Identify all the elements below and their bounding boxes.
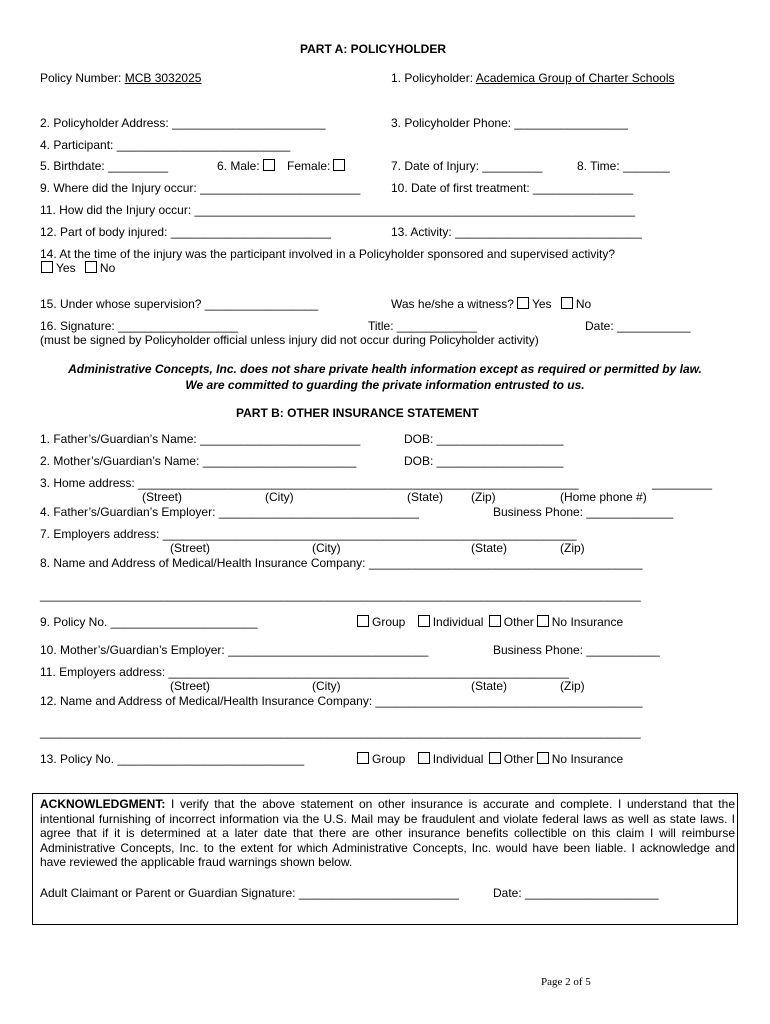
zip-caption: (Zip) xyxy=(471,490,496,504)
individual-checkbox-2[interactable] xyxy=(418,752,430,764)
part-b-title: PART B: OTHER INSURANCE STATEMENT xyxy=(236,406,479,420)
no-insurance-checkbox-2[interactable] xyxy=(537,752,549,764)
city-caption-3: (City) xyxy=(312,679,341,693)
city-caption: (City) xyxy=(265,490,294,504)
state-caption-3: (State) xyxy=(471,679,508,693)
policyholder-address-field[interactable]: 2. Policyholder Address: _______________________ xyxy=(40,116,326,130)
home-address-field[interactable]: 3. Home address: __________________________________________________________________ xyxy=(40,476,579,490)
date-field[interactable]: Date: ___________ xyxy=(585,319,691,333)
part-a-title: PART A: POLICYHOLDER xyxy=(300,42,446,56)
yes-checkbox[interactable] xyxy=(41,261,53,273)
employer-address-field-2[interactable]: 11. Employers address: ____________________________________________________________ xyxy=(40,665,569,679)
yes-label: Yes xyxy=(56,261,76,275)
group-label-1: Group xyxy=(372,615,406,629)
medical-insurance-field-1[interactable]: 8. Name and Address of Medical/Health Insurance Company: _________________________________________ xyxy=(40,556,643,570)
no-checkbox[interactable] xyxy=(85,261,97,273)
street-caption: (Street) xyxy=(142,490,183,504)
other-label-2: Other xyxy=(503,752,534,766)
supervision-field[interactable]: 15. Under whose supervision? _________________ xyxy=(40,297,319,311)
participant-field[interactable]: 4. Participant: __________________________ xyxy=(40,138,291,152)
policy-number-label: Policy Number: xyxy=(40,71,122,85)
witness-yes-label: Yes xyxy=(531,297,552,311)
policy-number xyxy=(40,71,201,85)
group-checkbox-1[interactable] xyxy=(357,615,369,627)
insurance-type-options-1 xyxy=(354,615,623,629)
mother-dob-field[interactable]: DOB: ___________________ xyxy=(404,454,564,468)
time-field[interactable]: 8. Time: _______ xyxy=(577,159,670,173)
privacy-notice-line2: We are committed to guarding the private information entrusted to us. xyxy=(185,378,585,392)
policyholder-label: 1. Policyholder: xyxy=(391,71,474,85)
acknowledgment-body: I verify that the above statement on other insurance is accurate and complete. I understand that the intentional furnishing of incorrect information via the U.S. Mail may be fraudulent and violate federal laws as well as state laws. I agree that if it is determined at a later date that there are other insurance benefits collectible on this claim I will reimburse Administrative Concepts, Inc. to the extent for which Administrative Concepts, Inc. would have been liable. I acknowledge and have reviewed the applicable fraud warnings shown below. xyxy=(40,797,735,869)
claimant-signature-field[interactable]: Adult Claimant or Parent or Guardian Signature: ________________________ xyxy=(40,886,459,900)
mother-employer-field[interactable]: 10. Mother’s/Guardian’s Employer: ______________________________ xyxy=(40,643,429,657)
male-checkbox[interactable] xyxy=(263,159,275,171)
employer-address-field-1[interactable]: 7. Employers address: ______________________________________________________________ xyxy=(40,527,577,541)
date-of-injury-field[interactable]: 7. Date of Injury: _________ xyxy=(391,159,543,173)
state-caption-2: (State) xyxy=(471,541,508,555)
policyholder-phone-field[interactable]: 3. Policyholder Phone: _________________ xyxy=(391,116,628,130)
acknowledgment-heading: ACKNOWLEDGMENT: xyxy=(40,797,166,811)
gender-field xyxy=(217,159,348,173)
group-label-2: Group xyxy=(372,752,406,766)
father-name-field[interactable]: 1. Father’s/Guardian’s Name: ________________________ xyxy=(40,432,361,446)
female-label: Female: xyxy=(287,159,331,173)
state-caption: (State) xyxy=(407,490,444,504)
male-label: 6. Male: xyxy=(217,159,260,173)
city-caption-2: (City) xyxy=(312,541,341,555)
other-checkbox-2[interactable] xyxy=(489,752,501,764)
signature-note: (must be signed by Policyholder official unless injury did not occur during Policyholder activity) xyxy=(40,333,539,347)
no-label: No xyxy=(99,261,116,275)
policy-number-value[interactable]: MCB 3032025 xyxy=(124,71,202,85)
sponsored-activity-question: 14. At the time of the injury was the participant involved in a Policyholder sponsored and supervised activity? xyxy=(40,247,615,261)
policy-no-field-13[interactable]: 13. Policy No. ____________________________ xyxy=(40,752,305,766)
other-checkbox-1[interactable] xyxy=(489,615,501,627)
father-dob-field[interactable]: DOB: ___________________ xyxy=(404,432,564,446)
no-insurance-label-2: No Insurance xyxy=(551,752,624,766)
birthdate-field[interactable]: 5. Birthdate: _________ xyxy=(40,159,169,173)
other-label-1: Other xyxy=(503,615,534,629)
female-checkbox[interactable] xyxy=(333,159,345,171)
witness-field xyxy=(391,297,591,311)
body-part-field[interactable]: 12. Part of body injured: ________________________ xyxy=(40,225,331,239)
medical-insurance-line-2[interactable]: __________________________________________________________________________________________ xyxy=(40,725,641,739)
street-caption-3: (Street) xyxy=(170,679,211,693)
home-phone-caption: (Home phone #) xyxy=(560,490,647,504)
mother-business-phone-field[interactable]: Business Phone: ___________ xyxy=(493,643,660,657)
policyholder-value[interactable]: Academica Group of Charter Schools xyxy=(475,71,675,85)
page-number: Page 2 of 5 xyxy=(541,976,591,988)
father-business-phone-field[interactable]: Business Phone: _____________ xyxy=(493,505,674,519)
group-checkbox-2[interactable] xyxy=(357,752,369,764)
injury-location-field[interactable]: 9. Where did the Injury occur: ________________________ xyxy=(40,181,361,195)
title-field[interactable]: Title: ____________ xyxy=(368,319,477,333)
activity-field[interactable]: 13. Activity: ____________________________ xyxy=(391,225,642,239)
insurance-type-options-2 xyxy=(354,752,623,766)
sponsored-activity-options xyxy=(38,261,115,275)
policy-no-field-9[interactable]: 9. Policy No. ______________________ xyxy=(40,615,258,629)
first-treatment-field[interactable]: 10. Date of first treatment: _______________ xyxy=(391,181,634,195)
home-phone-field[interactable]: _________ xyxy=(652,476,713,490)
mother-name-field[interactable]: 2. Mother’s/Guardian’s Name: _______________________ xyxy=(40,454,357,468)
witness-yes-checkbox[interactable] xyxy=(517,297,529,309)
acknowledgment-text xyxy=(40,797,735,870)
witness-no-label: No xyxy=(575,297,592,311)
individual-checkbox-1[interactable] xyxy=(418,615,430,627)
signature-field[interactable]: 16. Signature: __________________ xyxy=(40,319,239,333)
individual-label-1: Individual xyxy=(432,615,484,629)
medical-insurance-field-2[interactable]: 12. Name and Address of Medical/Health Insurance Company: ________________________________________ xyxy=(40,694,643,708)
policyholder xyxy=(391,71,674,85)
no-insurance-label-1: No Insurance xyxy=(551,615,624,629)
zip-caption-2: (Zip) xyxy=(560,541,585,555)
street-caption-2: (Street) xyxy=(170,541,211,555)
father-employer-field[interactable]: 4. Father’s/Guardian’s Employer: ______________________________ xyxy=(40,505,419,519)
individual-label-2: Individual xyxy=(432,752,484,766)
how-injury-field[interactable]: 11. How did the Injury occur: __________________________________________________________________ xyxy=(40,203,635,217)
zip-caption-3: (Zip) xyxy=(560,679,585,693)
witness-no-checkbox[interactable] xyxy=(561,297,573,309)
claimant-date-field[interactable]: Date: ____________________ xyxy=(493,886,659,900)
privacy-notice-line1: Administrative Concepts, Inc. does not share private health information except as required or permitted by law. xyxy=(68,362,702,376)
medical-insurance-line-1[interactable]: __________________________________________________________________________________________ xyxy=(40,588,641,602)
no-insurance-checkbox-1[interactable] xyxy=(537,615,549,627)
witness-label: Was he/she a witness? xyxy=(391,297,514,311)
